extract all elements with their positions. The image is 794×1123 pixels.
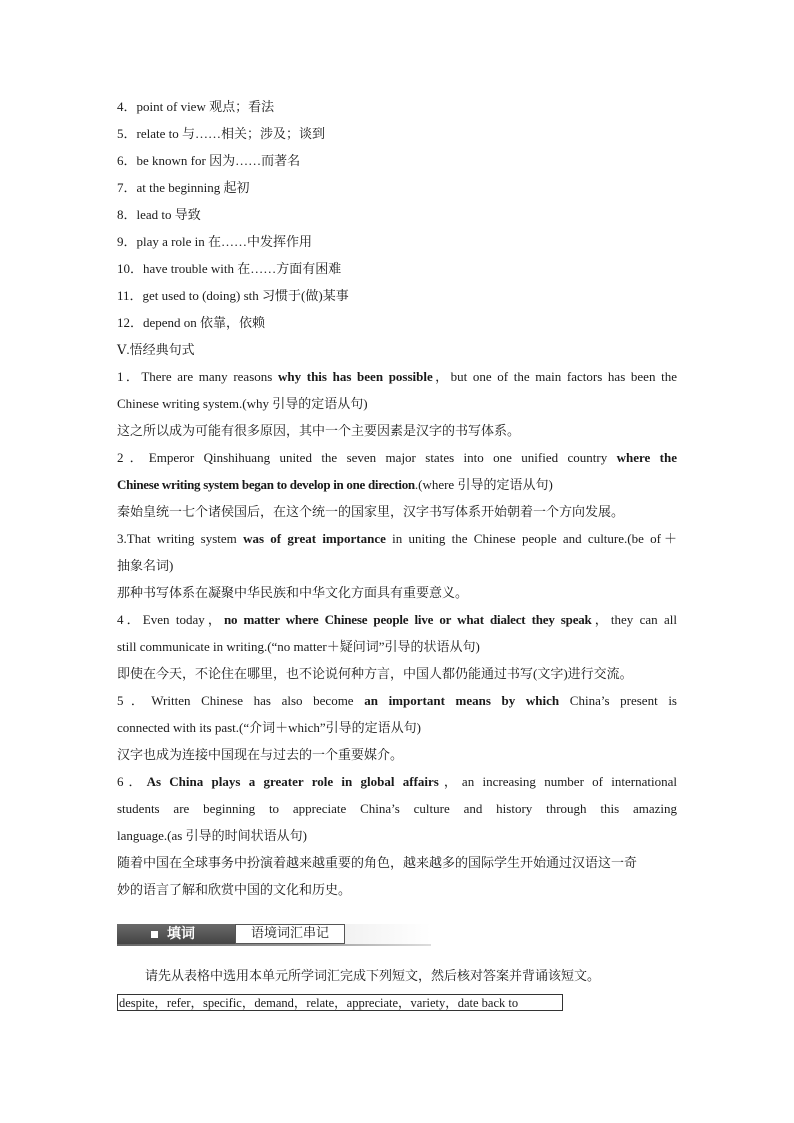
sentence-text: Even today， bbox=[142, 612, 224, 627]
banner-underline bbox=[117, 944, 431, 946]
phrase-number: 7． bbox=[117, 180, 137, 195]
sentence-number: 6． bbox=[117, 774, 147, 789]
phrase-item bbox=[117, 147, 677, 174]
phrase-item bbox=[117, 120, 677, 147]
sentence-1-en-cont: Chinese writing system.(why 引导的定语从句) bbox=[117, 396, 368, 411]
key-structure: Chinese writing system began to develop in one direction bbox=[117, 477, 415, 492]
key-structure: As China plays a greater role in global affairs bbox=[146, 774, 439, 789]
phrase-item bbox=[117, 255, 677, 282]
sentence-text: ，they can all bbox=[591, 612, 677, 627]
sentence-text: Written Chinese has also become bbox=[151, 693, 365, 708]
sentence-1-en bbox=[117, 363, 677, 390]
phrase-item bbox=[117, 174, 677, 201]
sentence-5-cn: 汉字也成为连接中国现在与过去的一个重要媒介。 bbox=[117, 747, 404, 762]
sentence-2-en bbox=[117, 444, 677, 471]
word-bank-box: despite，refer，specific，demand，relate，appreciate，variety，date back to bbox=[117, 994, 563, 1011]
phrase-text: have trouble with 在……方面有困难 bbox=[143, 261, 342, 276]
sentence-text: ，an increasing number of international bbox=[438, 774, 677, 789]
phrase-number: 5． bbox=[117, 126, 137, 141]
phrase-number: 12． bbox=[117, 315, 144, 330]
sentence-number: 3. bbox=[117, 531, 127, 546]
section-title: Ⅴ.悟经典句式 bbox=[117, 342, 195, 357]
phrase-text: lead to 导致 bbox=[136, 207, 201, 222]
phrase-text: get used to (doing) sth 习惯于(做)某事 bbox=[142, 288, 349, 303]
phrase-text: depend on 依靠，依赖 bbox=[143, 315, 266, 330]
sentence-3-en-cont: 抽象名词) bbox=[117, 558, 174, 573]
sentence-text: in uniting the Chinese people and culture.(be of＋ bbox=[385, 531, 677, 546]
phrase-item bbox=[117, 93, 677, 120]
sentence-number: 1． bbox=[117, 369, 142, 384]
key-structure: was of great importance bbox=[243, 531, 386, 546]
section-banner bbox=[117, 922, 431, 948]
sentence-text: There are many reasons bbox=[141, 369, 278, 384]
sentence-text: China’s present is bbox=[559, 693, 677, 708]
sentence-4-cn: 即使在今天，不论住在哪里，也不论说何种方言，中国人都仍能通过书写(文字)进行交流。 bbox=[117, 666, 633, 681]
phrase-text: play a role in 在……中发挥作用 bbox=[136, 234, 312, 249]
document-body bbox=[117, 93, 677, 903]
phrase-text: relate to 与……相关；涉及；谈到 bbox=[136, 126, 325, 141]
key-structure: where the bbox=[616, 450, 677, 465]
sentence-6-cn-cont: 妙的语言了解和欣赏中国的文化和历史。 bbox=[117, 882, 352, 897]
phrase-item bbox=[117, 228, 677, 255]
sentence-3-en bbox=[117, 525, 677, 552]
sentence-3-cn: 那种书写体系在凝聚中华民族和中华文化方面具有重要意义。 bbox=[117, 585, 469, 600]
sentence-text: ，but one of the main factors has been the bbox=[432, 369, 677, 384]
phrase-number: 10． bbox=[117, 261, 144, 276]
phrase-number: 11． bbox=[117, 288, 143, 303]
phrase-number: 4． bbox=[117, 99, 137, 114]
banner-title: 填词 bbox=[167, 926, 195, 942]
sentence-6-cn: 随着中国在全球事务中扮演着越来越重要的角色，越来越多的国际学生开始通过汉语这一奇 bbox=[117, 855, 638, 870]
sentence-2-en-cont bbox=[117, 471, 677, 498]
sentence-5-en-cont: connected with its past.(“介词＋which”引导的定语从句) bbox=[117, 720, 421, 735]
sentence-number: 5． bbox=[117, 693, 152, 708]
square-bullet-icon bbox=[151, 931, 158, 938]
sentence-text: That writing system bbox=[126, 531, 244, 546]
phrase-text: be known for 因为……而著名 bbox=[136, 153, 301, 168]
sentence-6-en bbox=[117, 768, 677, 795]
phrase-number: 8． bbox=[117, 207, 137, 222]
sentence-4-en-cont: still communicate in writing.(“no matter＋疑问词”引导的状语从句) bbox=[117, 639, 480, 654]
phrase-text: point of view 观点；看法 bbox=[136, 99, 275, 114]
sentence-2-cn: 秦始皇统一七个诸侯国后，在这个统一的国家里，汉字书写体系开始朝着一个方向发展。 bbox=[117, 504, 625, 519]
sentence-6-en-cont: students are beginning to appreciate China’s culture and history through this amazing bbox=[117, 801, 677, 816]
sentence-text: .(where 引导的定语从句) bbox=[414, 477, 553, 492]
sentence-number: 4． bbox=[117, 612, 143, 627]
key-structure: no matter where Chinese people live or what dialect they speak bbox=[223, 612, 592, 627]
sentence-text: Emperor Qinshihuang united the seven major states into one unified country bbox=[148, 450, 617, 465]
sentence-number: 2． bbox=[117, 450, 149, 465]
sentence-6-en-end: language.(as 引导的时间状语从句) bbox=[117, 828, 307, 843]
exercise-instruction: 请先从表格中选用本单元所学词汇完成下列短文，然后核对答案并背诵该短文。 bbox=[145, 968, 601, 983]
banner-title-block bbox=[117, 924, 235, 944]
sentence-5-en bbox=[117, 687, 677, 714]
phrase-item bbox=[117, 282, 677, 309]
phrase-number: 6． bbox=[117, 153, 137, 168]
sentence-1-cn: 这之所以成为可能有很多原因，其中一个主要因素是汉字的书写体系。 bbox=[117, 423, 521, 438]
phrase-item bbox=[117, 309, 677, 336]
banner-label: 语境词汇串记 bbox=[235, 924, 345, 944]
phrase-number: 9． bbox=[117, 234, 137, 249]
key-structure: why this has been possible bbox=[277, 369, 433, 384]
phrase-text: at the beginning 起初 bbox=[136, 180, 250, 195]
sentence-4-en bbox=[117, 606, 677, 633]
key-structure: an important means by which bbox=[364, 693, 560, 708]
phrase-item bbox=[117, 201, 677, 228]
